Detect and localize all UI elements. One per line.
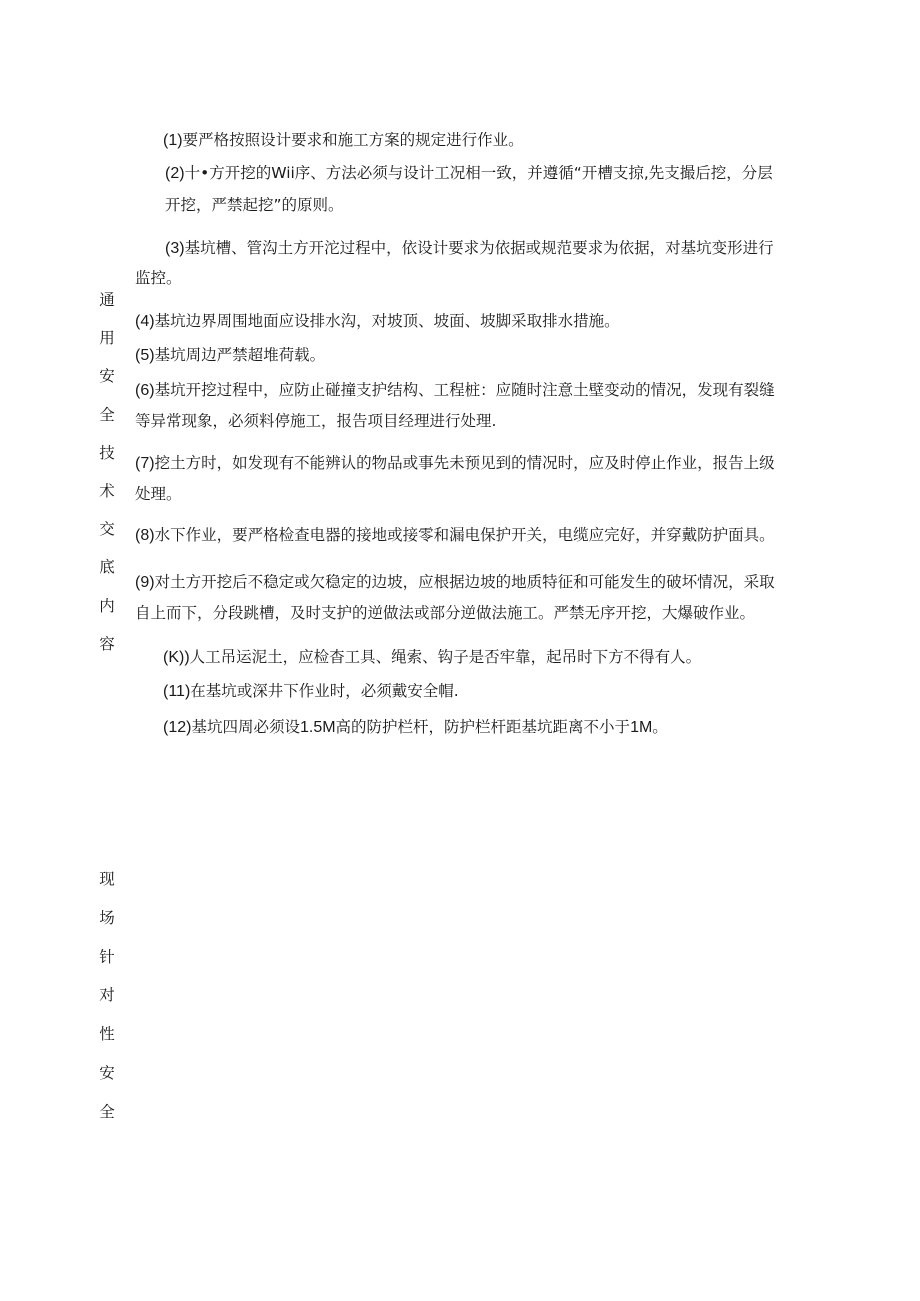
list-item: [135, 520, 775, 551]
item-number: (6): [135, 382, 155, 399]
item-text: 监控。: [135, 269, 182, 287]
list-item-continuation: [135, 598, 755, 628]
label-char: 通: [99, 291, 115, 309]
item-text: 开挖，严禁起挖”的原则。: [165, 196, 344, 214]
label-char: 安: [99, 1063, 115, 1082]
list-item: [135, 567, 775, 598]
label-char: 技: [99, 443, 115, 462]
label-char: 全: [99, 405, 115, 424]
item-text: 。: [652, 718, 668, 736]
item-text: 基坑周边严禁超堆荷载。: [154, 346, 326, 364]
label-char: 安: [99, 367, 115, 386]
item-text: 要严格按照设计要求和施工方案的规定进行作业。: [182, 131, 524, 149]
item-number: (K)): [163, 649, 190, 666]
label-char: 内: [99, 596, 115, 615]
list-item-continuation: [135, 479, 182, 509]
item-number: (7): [135, 455, 155, 472]
label-char: 场: [99, 908, 115, 927]
item-number: (12): [163, 719, 192, 736]
item-text: 十•方开挖的Wii序、方法必须与设计工况相一致，并遵循“开槽支掠,先支撮后挖，分层: [184, 164, 773, 182]
section-label-general-safety: [97, 281, 117, 663]
measure-value: 1.5M: [299, 719, 336, 736]
list-item: [165, 233, 774, 264]
measure-value: 1M: [630, 719, 653, 736]
list-item: [163, 642, 701, 673]
label-char: 现: [99, 870, 115, 888]
item-number: (3): [165, 240, 185, 257]
item-text: 基坑四周必须设: [191, 718, 300, 736]
item-number: (4): [135, 313, 155, 330]
section-label-site-specific-safety: [97, 860, 117, 1132]
list-item-continuation: [135, 263, 182, 293]
item-text: 在基坑或深井下作业时，必须戴安全帽.: [190, 682, 459, 700]
label-char: 性: [99, 1025, 115, 1044]
item-number: (11): [163, 683, 191, 700]
list-item-continuation: [165, 190, 344, 220]
item-text: 挖土方时，如发现有不能辨认的物品或事先未预见到的情况时，应及时停止作业，报告上级: [154, 454, 775, 472]
list-item: [135, 340, 325, 371]
label-char: 对: [99, 986, 115, 1005]
item-text: 基坑槽、管沟土方开沱过程中，依设计要求为依据或规范要求为依据，对基坑变形进行: [184, 239, 774, 257]
item-text: 水下作业，要严格检查电器的接地或接零和漏电保护开关，电缆应完好，并穿戴防护面具。: [154, 526, 775, 544]
item-text: 人工吊运泥土，应检杳工具、绳索、钩子是否牢靠，起吊时下方不得有人。: [189, 648, 702, 666]
item-text: 自上而下，分段跳槽，及时支护的逆做法或部分逆做法施工。严禁无序开挖，大爆破作业。: [135, 604, 756, 622]
item-number: (5): [135, 347, 155, 364]
item-text: 基坑开挖过程中，应防止碰撞支护结构、工程桩：应随时注意土壁变动的情况，发现有裂缝: [154, 381, 775, 399]
list-item: [135, 306, 620, 337]
item-number: (8): [135, 527, 155, 544]
list-item: [163, 712, 668, 743]
label-char: 针: [99, 947, 115, 966]
item-text: 等异常现象，必须料停施工，报告项目经理进行处理.: [135, 412, 497, 430]
label-char: 容: [99, 634, 115, 653]
item-text: 处理。: [135, 485, 182, 503]
item-text: 高的防护栏杆，防护栏杆距基坑距离不小于: [335, 718, 631, 736]
list-item: [135, 375, 775, 406]
item-text: 对土方开挖后不稳定或欠稳定的边坡，应根据边坡的地质特征和可能发生的破坏情况，采取: [154, 573, 775, 591]
list-item: [135, 448, 775, 479]
list-item: [163, 125, 524, 156]
item-text: 基坑边界周围地面应设排水沟，对坡顶、坡面、坡脚采取排水措施。: [154, 312, 620, 330]
list-item: [163, 676, 459, 707]
label-char: 交: [99, 520, 115, 539]
list-item-continuation: [135, 406, 496, 436]
label-char: 全: [99, 1102, 115, 1121]
item-number: (1): [163, 132, 183, 149]
list-item: [165, 158, 773, 189]
label-char: 用: [99, 329, 115, 348]
item-number: (9): [135, 574, 155, 591]
label-char: 底: [99, 558, 115, 577]
label-char: 术: [99, 481, 115, 500]
item-number: (2): [165, 165, 185, 182]
